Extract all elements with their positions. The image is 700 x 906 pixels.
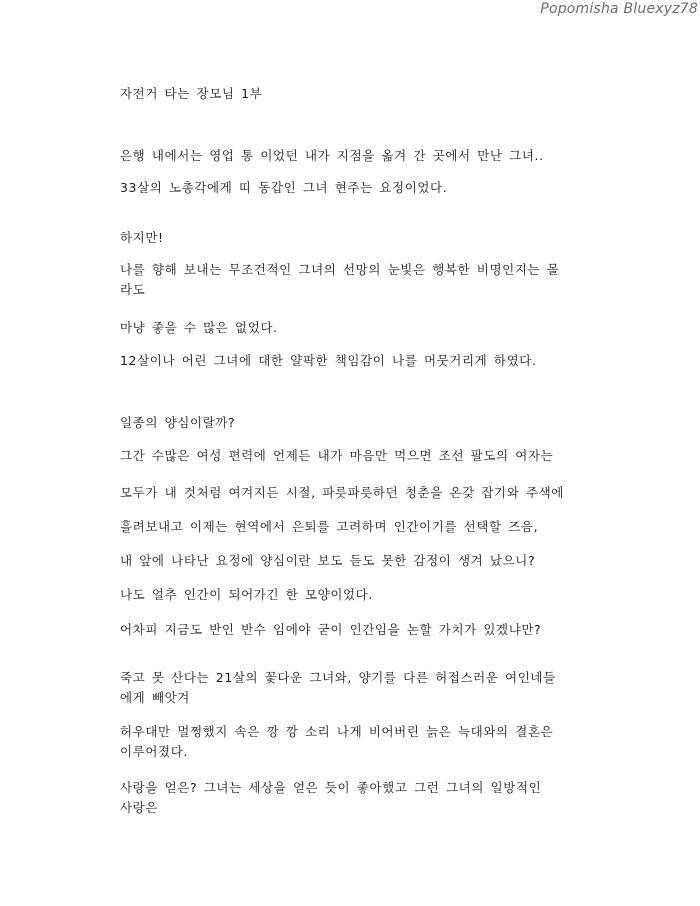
document-title: 자전거 타는 장모님 1부: [120, 86, 263, 101]
paragraph: 그간 수많은 여성 편력에 언제든 내가 마음만 먹으면 조선 팔도의 여자는: [120, 448, 554, 463]
watermark-text: Popomisha Bluexyz78: [540, 1, 698, 17]
paragraph: 허우대만 멀쩡했지 속은 깡 깡 소리 나게 비어버린 늙은 늑대와의 결혼은 이루어졌다.: [120, 724, 554, 759]
paragraph: 나도 얼추 인간이 되어가긴 한 모양이었다.: [120, 587, 373, 602]
paragraph: 내 앞에 나타난 요정에 양심이란 보도 듣도 못한 감정이 생겨 났으니?: [120, 553, 536, 568]
paragraph: 하지만!: [120, 230, 164, 245]
paragraph: 어차피 지금도 반인 반수 임에야 굳이 인간임을 논할 가치가 있겠냐만?: [120, 622, 542, 637]
paragraph: 나를 향해 보내는 무조건적인 그녀의 선망의 눈빛은 행복한 비명인지는 몰라도: [120, 262, 560, 297]
paragraph: 일종의 양심이랄까?: [120, 415, 236, 430]
paragraph: 은행 내에서는 영업 통 이었던 내가 지점을 옮겨 간 곳에서 만난 그녀..: [120, 148, 544, 163]
paragraph: 사랑을 얻은? 그녀는 세상을 얻은 듯이 좋아했고 그런 그녀의 일방적인 사랑은: [120, 780, 542, 815]
paragraph: 마냥 좋을 수 많은 없었다.: [120, 320, 278, 335]
paragraph: 모두가 내 것처럼 여겨지든 시절, 파릇파릇하던 청춘을 온갖 잡기와 주색에: [120, 485, 564, 500]
paragraph: 흘려보내고 이제는 현역에서 은퇴를 고려하며 인간이기를 선택할 즈음,: [120, 519, 539, 534]
paragraph: 12살이나 어린 그녀에 대한 얄팍한 책임감이 나를 머뭇거리게 하였다.: [120, 353, 537, 368]
paragraph: 죽고 못 산다는 21살의 꽃다운 그녀와, 양기를 다른 허접스러운 여인네들에게 빼앗겨: [120, 670, 556, 705]
paragraph: 33살의 노총각에게 띠 동갑인 그녀 현주는 요정이었다.: [120, 180, 448, 195]
